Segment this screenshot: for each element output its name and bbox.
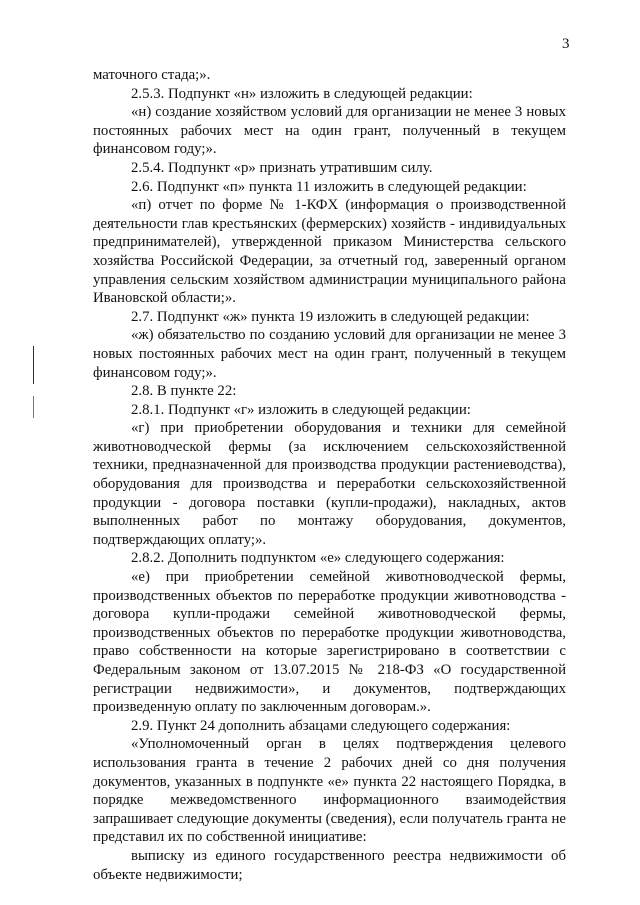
paragraph-subpoint-p: «п) отчет по форме № 1-КФХ (информация о производственной деятельности глав крестьянских (фермерских) хозяйств - индивидуальных предпринимателей), утвержденной приказом Министерства сельского хозяйства Российской Федерации, за отчетный год, заверенный органом управления сельским хозяйством администрации муниципального района Ивановской области;». (93, 197, 566, 307)
paragraph-subpoint-n: «н) создание хозяйством условий для организации не менее 3 новых постоянных рабочих мест на один грант, полученный в текущем финансовом году;». (93, 104, 566, 158)
paragraph-2-8-1: 2.8.1. Подпункт «г» изложить в следующей редакции: (131, 401, 471, 418)
paragraph-authorized-body: «Уполномоченный орган в целях подтверждения целевого использования гранта в течение 2 рабочих дней со дня получения документов, указанных в подпункте «е» пункта 22 настоящего Порядка, в порядке межведомственного информационного взаимодействия запрашивает следующие документы (сведения), если получатель гранта не представил их по собственной инициативе: (93, 736, 566, 846)
paragraph-2-8: 2.8. В пункте 22: (131, 383, 237, 400)
paragraph-2-8-2: 2.8.2. Дополнить подпунктом «е» следующего содержания: (131, 550, 505, 567)
paragraph-subpoint-g: «г) при приобретении оборудования и техники для семейной животноводческой фермы (за исключением сельскохозяйственной техники, предназначенной для производства продукции растениеводства), оборудования для производства и переработки сельскохозяйственной продукции - договора поставки (купли-продажи), накладных, актов выполненных работ по монтажу оборудования, документов, подтверждающих оплату;». (93, 420, 566, 548)
paragraph-2-5-4: 2.5.4. Подпункт «р» признать утратившим силу. (131, 159, 433, 176)
margin-mark-lower (33, 396, 34, 418)
paragraph-subpoint-e: «е) при приобретении семейной животноводческой фермы, производственных объектов по переработке продукции животноводства - договора купли-продажи семейной животноводческой фермы, производственных объектов по переработке продукции животноводства, право собственности на которые зарегистрировано в соответствии с Федеральным законом от 13.07.2015 № 218-ФЗ «О государственной регистрации недвижимости», и документов, подтверждающих произведенную оплату по заключенным договорам.». (93, 569, 566, 716)
paragraph-continuation: маточного стада;». (93, 67, 211, 83)
margin-mark-upper (33, 346, 34, 384)
paragraph-2-6: 2.6. Подпункт «п» пункта 11 изложить в следующей редакции: (131, 178, 527, 195)
page-number: 3 (562, 36, 570, 52)
paragraph-registry-extract: выписку из единого государственного реестра недвижимости об объекте недвижимости; (93, 847, 566, 883)
document-body (93, 66, 566, 884)
paragraph-subpoint-zh: «ж) обязательство по созданию условий для организации не менее 3 новых постоянных рабочих мест на один грант, полученный в текущем финансовом году;». (93, 327, 566, 381)
paragraph-2-5-3: 2.5.3. Подпункт «н» изложить в следующей редакции: (131, 85, 473, 102)
paragraph-2-7: 2.7. Подпункт «ж» пункта 19 изложить в следующей редакции: (131, 308, 530, 325)
paragraph-2-9: 2.9. Пункт 24 дополнить абзацами следующего содержания: (131, 717, 511, 734)
